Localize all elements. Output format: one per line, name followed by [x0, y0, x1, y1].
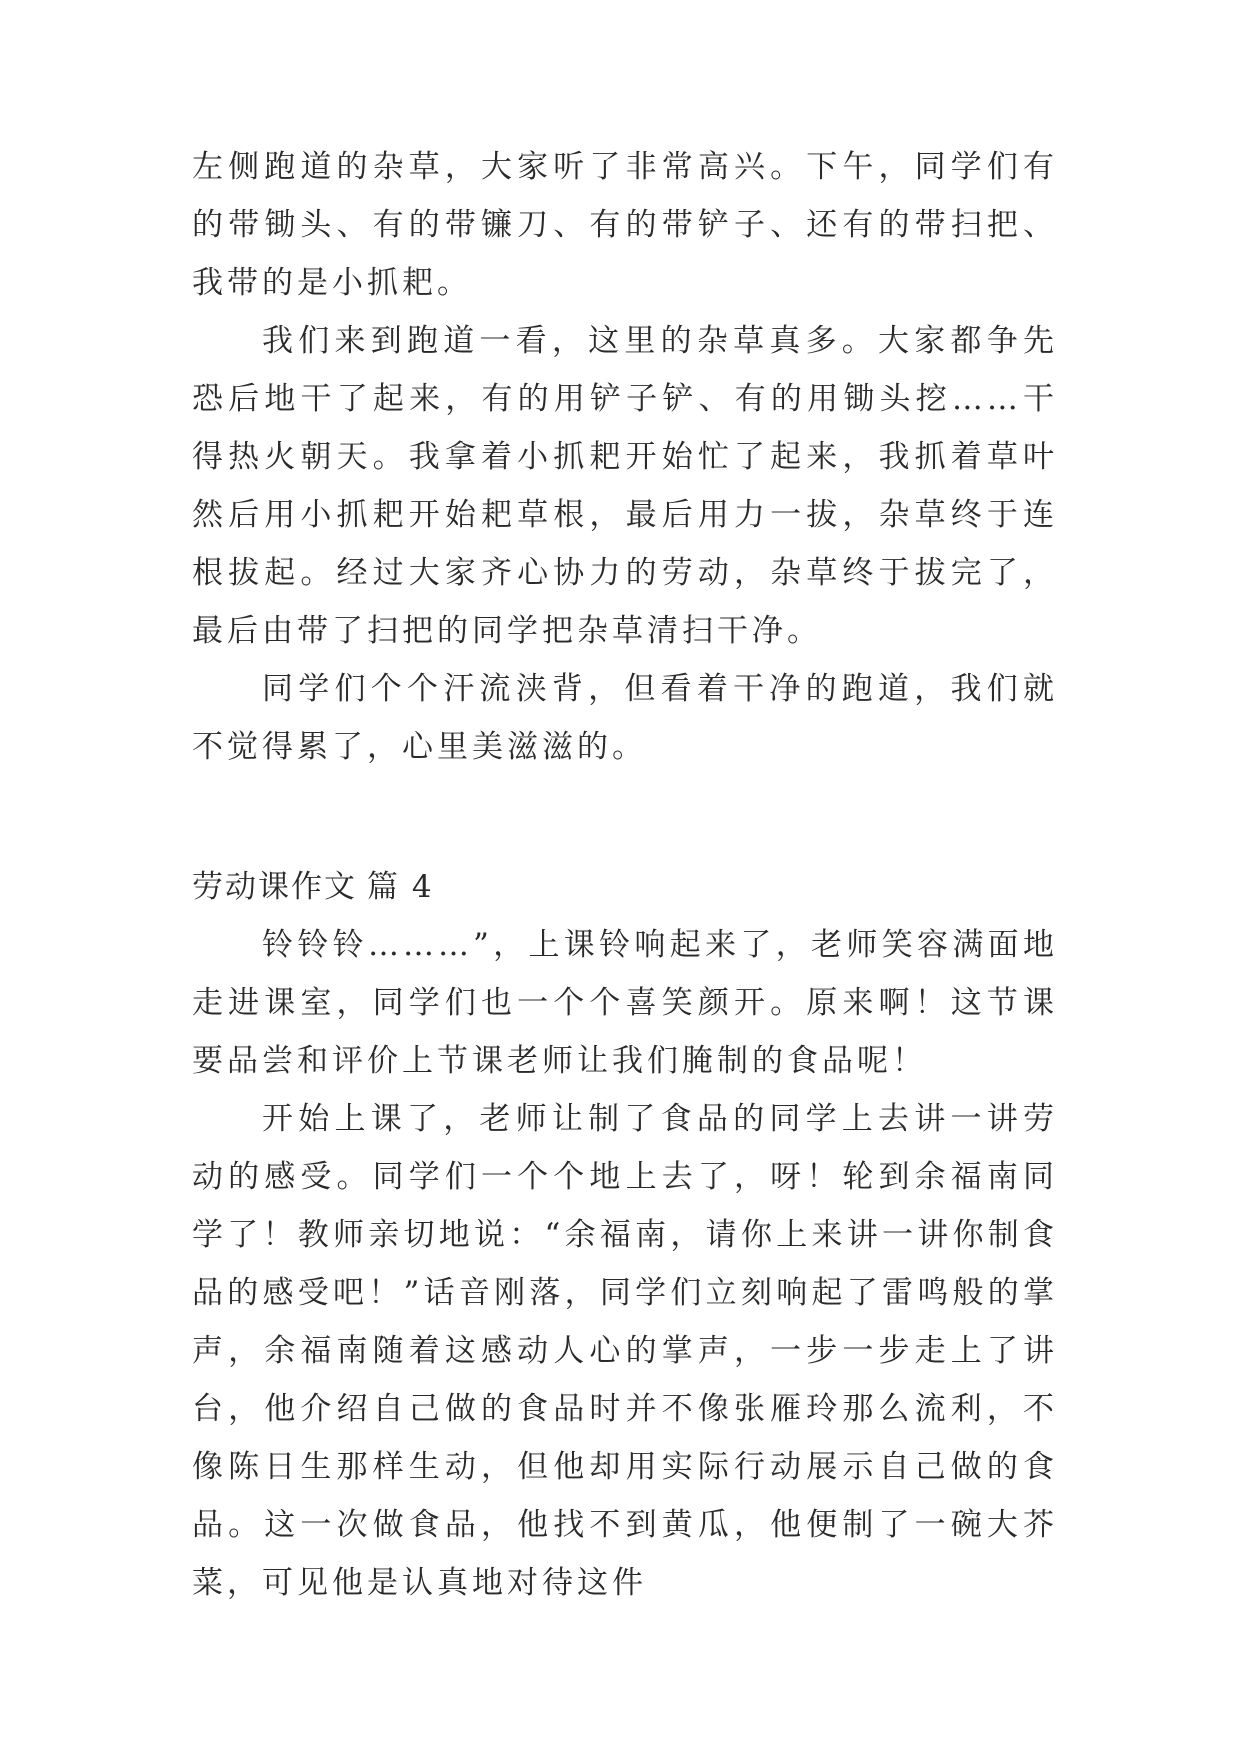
section-number: 篇 4: [367, 869, 434, 905]
paragraph: 左侧跑道的杂草，大家听了非常高兴。下午，同学们有的带锄头、有的带镰刀、有的带铲子、还有的带扫把、我带的是小抓耙。: [192, 149, 1058, 301]
paragraph: 我们来到跑道一看，这里的杂草真多。大家都争先恐后地干了起来，有的用铲子铲、有的用锄头挖……干得热火朝天。我拿着小抓耙开始忙了起来，我抓着草叶然后用小抓耙开始耙草根，最后用力一拔，杂草终于连根拔起。经过大家齐心协力的劳动，杂草终于拔完了，最后由带了扫把的同学把杂草清扫干净。: [192, 323, 1058, 649]
paragraph: 同学们个个汗流浃背，但看着干净的跑道，我们就不觉得累了，心里美滋滋的。: [192, 671, 1058, 765]
paragraph: 开始上课了，老师让制了食品的同学上去讲一讲劳动的感受。同学们一个个地上去了，呀！轮到余福南同学了！教师亲切地说：“余福南，请你上来讲一讲你制食品的感受吧！”话音刚落，同学们立刻响起了雷鸣般的掌声，余福南随着这感动人心的掌声，一步一步走上了讲台，他介绍自己做的食品时并不像张雁玲那么流利，不像陈日生那样生动，但他却用实际行动展示自己做的食品。这一次做食品，他找不到黄瓜，他便制了一碗大芥菜，可见他是认真地对待这件: [192, 1101, 1058, 1601]
essay-part-1: [192, 138, 1058, 776]
paragraph: 铃铃铃………”，上课铃响起来了，老师笑容满面地走进课室，同学们也一个个喜笑颜开。原来啊！这节课要品尝和评价上节课老师让我们腌制的食品呢！: [192, 927, 1058, 1079]
section-heading: [192, 858, 434, 916]
section-title: 劳动课作文: [192, 869, 357, 905]
essay-part-2: [192, 916, 1058, 1612]
